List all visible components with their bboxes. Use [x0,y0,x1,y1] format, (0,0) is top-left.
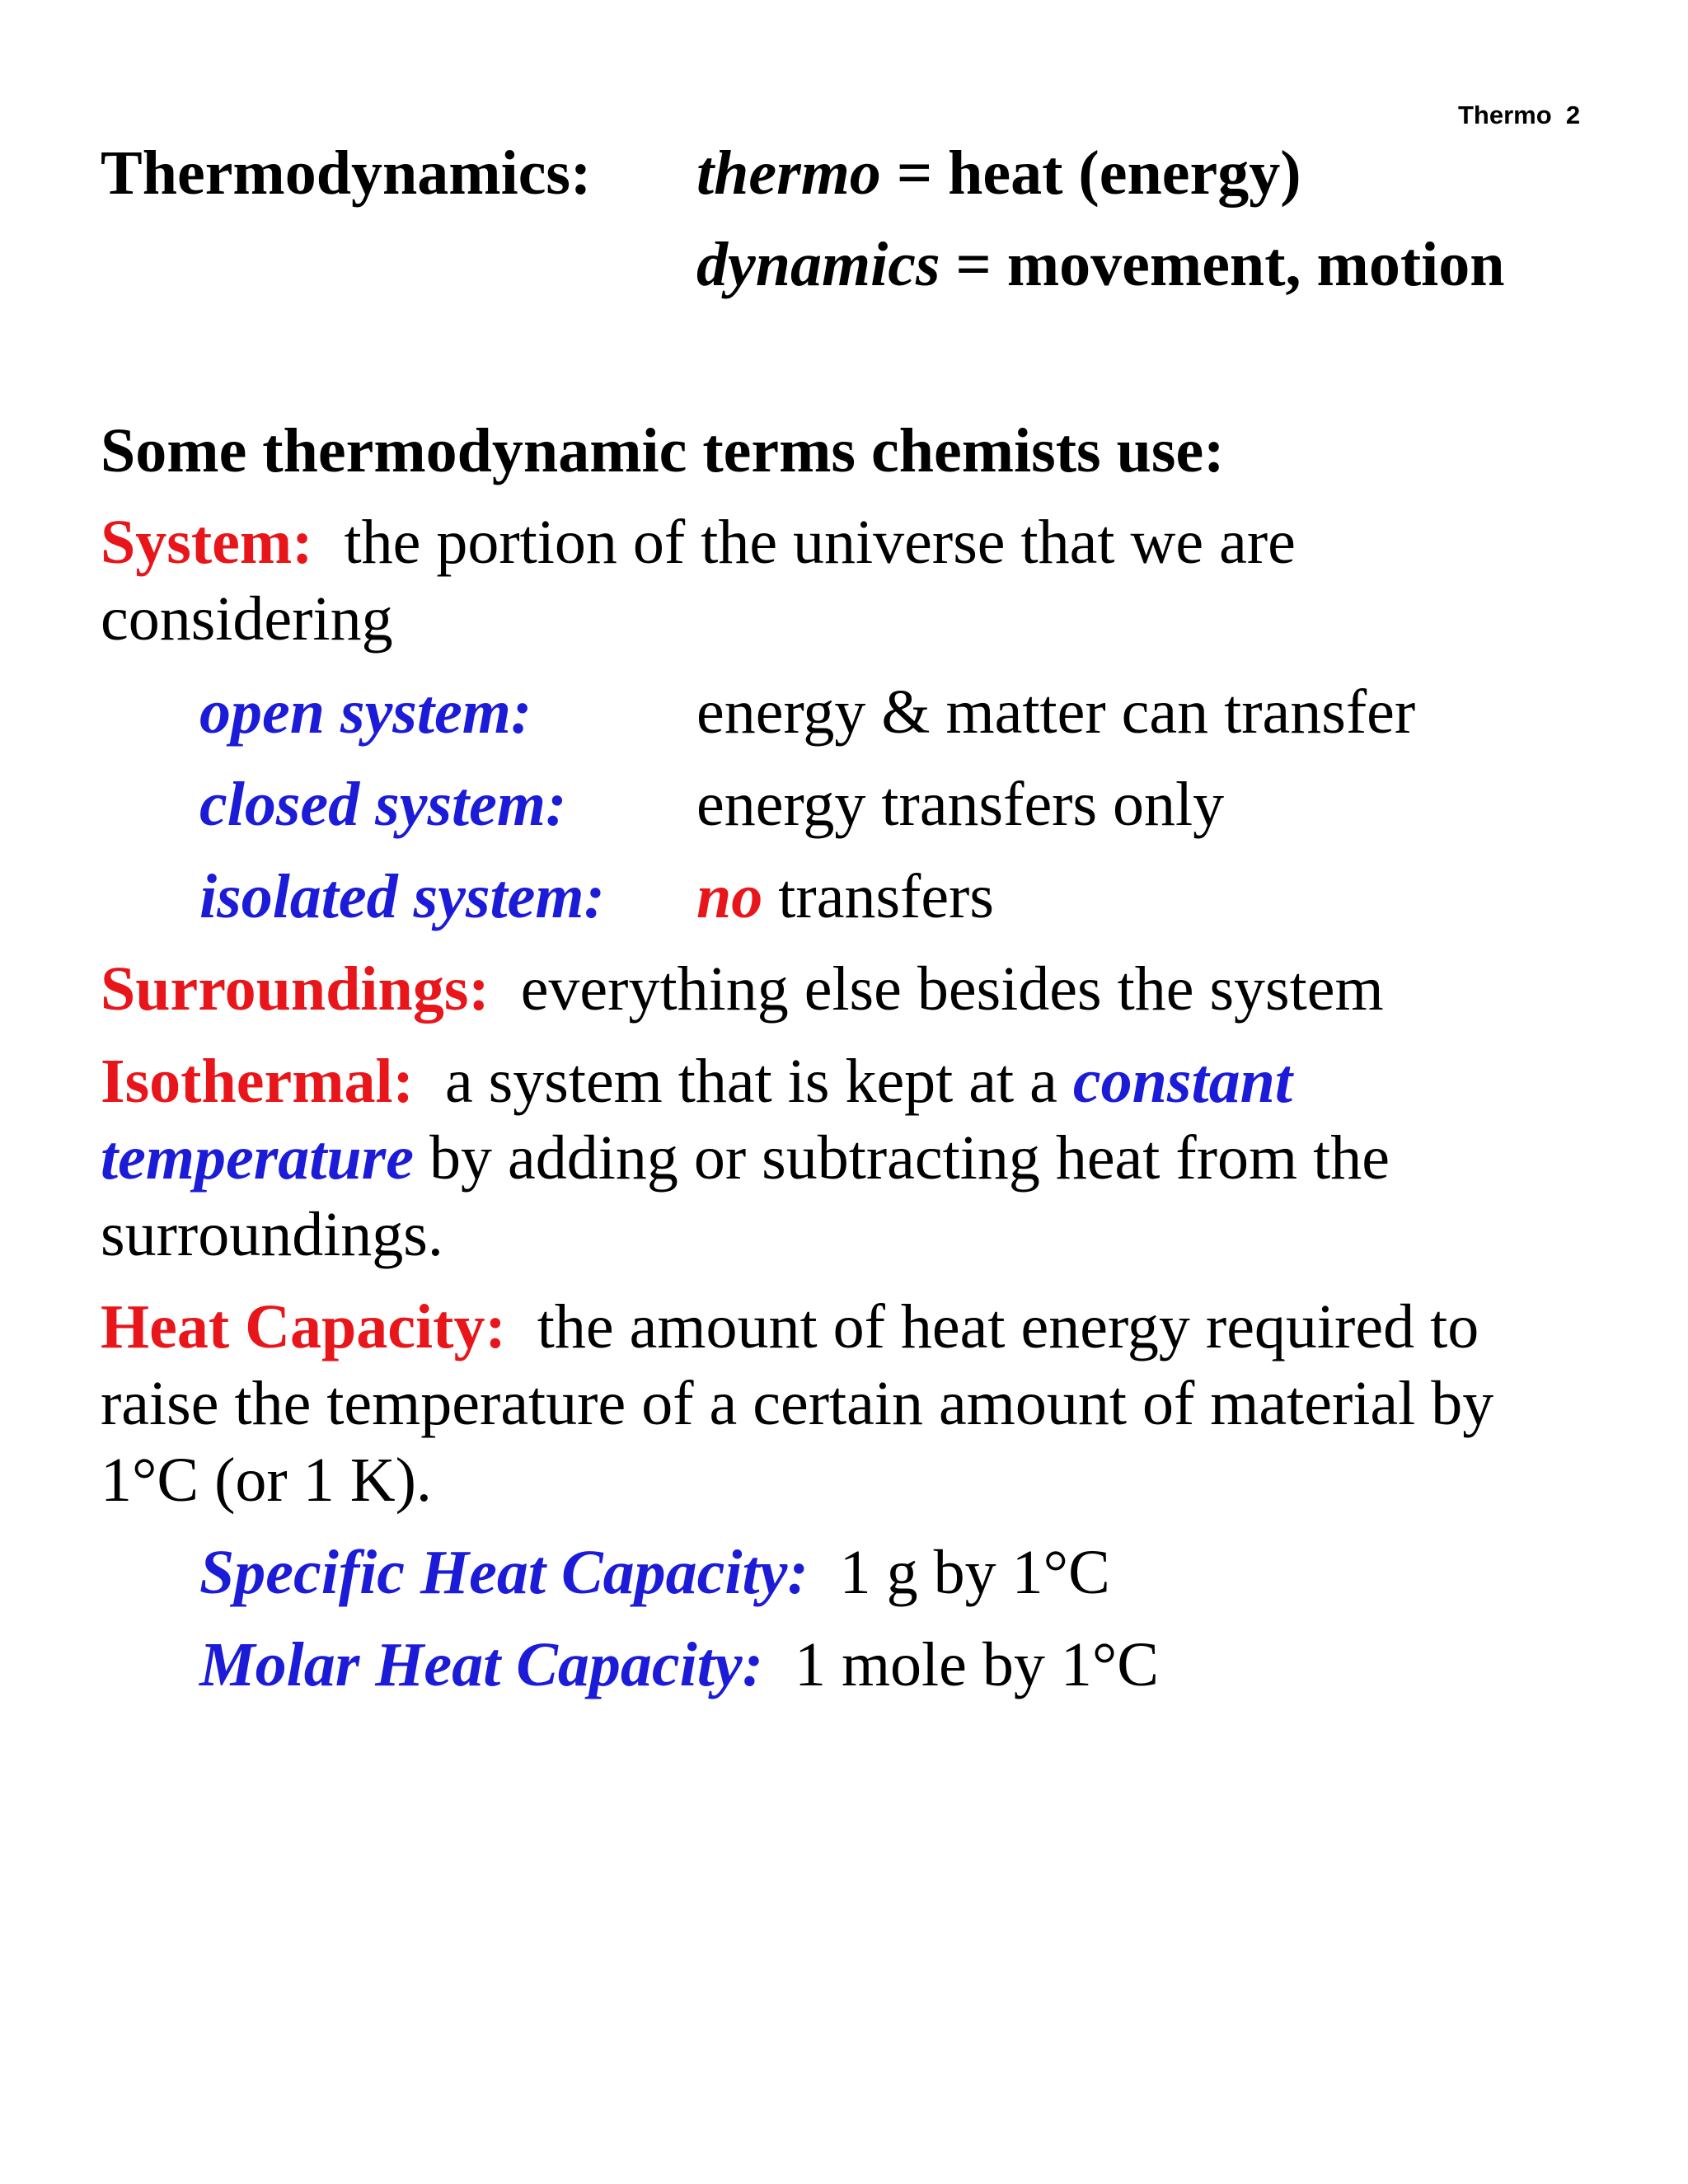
heat-capacity-line1 [101,1292,1479,1361]
closed-system-definition: energy transfers only [696,770,1225,839]
molar-heat-term: Molar Heat Capacity: [199,1630,763,1699]
isothermal-text-1: a system that is kept at a [444,1047,1073,1116]
page-number: Thermo 2 [1458,101,1581,129]
heat-capacity-line3: 1°C (or 1 K). [101,1446,432,1515]
surroundings-term: Surroundings: [101,954,490,1024]
section-heading: Some thermodynamic terms chemists use: [101,416,1225,485]
specific-heat-definition: 1 g by 1°C [839,1538,1110,1607]
temperature-emphasis: temperature [101,1123,414,1193]
specific-heat-term: Specific Heat Capacity: [199,1538,809,1607]
heat-capacity-line2: raise the temperature of a certain amount of material by [101,1369,1494,1438]
surroundings-line [101,954,1384,1024]
specific-heat-line [199,1538,1110,1607]
system-term: System: [101,508,313,577]
constant-emphasis: constant [1072,1047,1292,1116]
dynamics-definition [696,230,1505,299]
transfers-text: transfers [762,862,994,931]
molar-heat-definition: 1 mole by 1°C [794,1630,1159,1699]
isothermal-line3: surroundings. [101,1200,443,1269]
isothermal-text-2: by adding or subtracting heat from the [413,1123,1390,1193]
dynamics-def: = movement, motion [940,230,1505,299]
isothermal-line2 [101,1123,1390,1193]
thermo-definition [696,138,1301,208]
isothermal-term: Isothermal: [101,1047,414,1116]
title-word: Thermodynamics: [101,138,592,208]
molar-heat-line [199,1630,1159,1699]
isolated-system-definition [696,862,994,931]
thermo-def: = heat (energy) [880,138,1301,208]
heat-capacity-text-1: the amount of heat energy required to [537,1292,1479,1361]
thermo-term: thermo [696,138,881,208]
heat-capacity-term: Heat Capacity: [101,1292,506,1361]
system-definition-2: considering [101,584,393,654]
isolated-system-term: isolated system: [199,862,605,931]
no-emphasis: no [696,862,763,931]
dynamics-term: dynamics [696,230,940,299]
closed-system-term: closed system: [199,770,567,839]
isothermal-line1 [101,1047,1292,1116]
system-definition-1: the portion of the universe that we are [344,508,1296,577]
open-system-definition: energy & matter can transfer [696,677,1416,747]
open-system-term: open system: [199,677,532,747]
system-line1 [101,508,1296,577]
surroundings-definition: everything else besides the system [520,954,1384,1024]
